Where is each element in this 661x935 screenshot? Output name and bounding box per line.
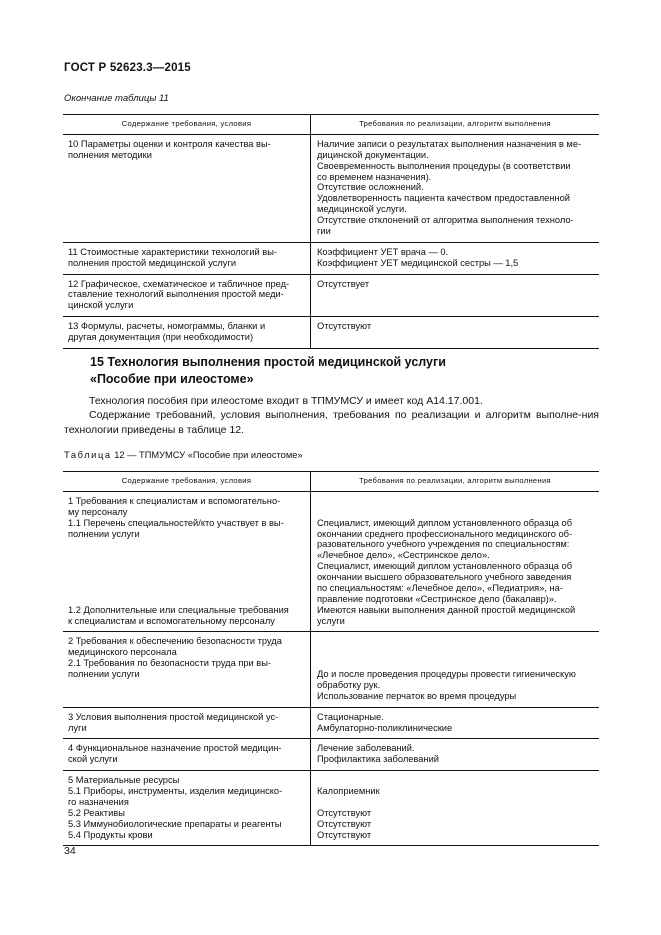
cell-line bbox=[68, 572, 304, 583]
algorithm-cell bbox=[311, 632, 600, 707]
cell-line: Отсутствуют bbox=[317, 829, 372, 840]
cell-line bbox=[317, 797, 594, 808]
table-row bbox=[63, 274, 599, 317]
section-title bbox=[90, 354, 446, 389]
table-row bbox=[63, 317, 599, 349]
cell-line: «Лечебное дело», «Сестринское дело». bbox=[317, 550, 490, 561]
section-title-line-1: 15 Технология выполнения простой медицинской услуги bbox=[90, 355, 446, 369]
cell-line bbox=[68, 539, 304, 550]
cell-line: услуги bbox=[317, 615, 345, 626]
table-row bbox=[63, 134, 599, 242]
algorithm-cell bbox=[311, 134, 600, 242]
algorithm-cell bbox=[311, 491, 600, 632]
column-header-requirement: Содержание требования, условия bbox=[63, 472, 311, 492]
requirement-cell bbox=[63, 739, 311, 771]
cell-line bbox=[317, 775, 594, 786]
cell-line: Отсутствие осложнений. bbox=[317, 182, 424, 193]
cell-line: окончании среднего профессионального медицинского об- bbox=[317, 528, 573, 539]
cell-line: Использование перчаток во время процедуры bbox=[317, 690, 517, 701]
table-row bbox=[63, 632, 599, 707]
cell-line bbox=[68, 550, 304, 561]
table-header-row bbox=[63, 472, 599, 492]
cell-line: 3 Условия выполнения простой медицинской ус- bbox=[68, 711, 279, 722]
cell-line: Отсутствуют bbox=[317, 818, 372, 829]
cell-line: го назначения bbox=[68, 796, 129, 807]
cell-line: Отсутствие отклонений от алгоритма выполнения техноло- bbox=[317, 215, 574, 225]
cell-line: Отсутствуют bbox=[317, 807, 372, 818]
cell-line bbox=[68, 680, 304, 691]
cell-line: полнения методики bbox=[68, 149, 152, 160]
cell-line: обработку рук. bbox=[317, 679, 381, 690]
cell-line: разовательного учебного учреждения по специальностям: bbox=[317, 539, 570, 550]
cell-line: 4 Функциональное назначение простой медицин- bbox=[68, 743, 282, 754]
requirement-cell bbox=[63, 134, 311, 242]
table-row bbox=[63, 242, 599, 274]
table-header-row bbox=[63, 115, 599, 135]
cell-line: Своевременность выполнения процедуры (в соответствии bbox=[317, 160, 571, 171]
cell-line: Коэффициент УЕТ медицинской сестры — 1,5 bbox=[317, 257, 519, 268]
requirement-cell bbox=[63, 242, 311, 274]
cell-line: 5.4 Продукты крови bbox=[68, 829, 153, 840]
cell-line: Специалист, имеющий диплом установленного образца об bbox=[317, 517, 573, 528]
cell-line bbox=[68, 594, 304, 605]
cell-line: дицинской документации. bbox=[317, 149, 429, 160]
cell-line: цинской услуги bbox=[68, 300, 134, 311]
requirement-cell bbox=[63, 771, 311, 846]
table-continuation-caption: Окончание таблицы 11 bbox=[64, 93, 169, 104]
cell-line: ской услуги bbox=[68, 754, 118, 765]
cell-line: 1 Требования к специалистам и вспомогательно- bbox=[68, 495, 281, 506]
cell-line: правление подготовки «Сестринское дело (бакалавр)». bbox=[317, 593, 557, 604]
cell-line bbox=[317, 496, 594, 507]
cell-line: гии bbox=[317, 225, 331, 236]
algorithm-cell bbox=[311, 739, 600, 771]
cell-line: к специалистам и вспомогательному персоналу bbox=[68, 615, 275, 626]
cell-line: полнении услуги bbox=[68, 528, 140, 539]
cell-line: Отсутствует bbox=[317, 278, 370, 289]
table-caption-word: Таблица bbox=[64, 450, 112, 460]
document-header: ГОСТ Р 52623.3—2015 bbox=[64, 62, 191, 74]
cell-line: луги bbox=[68, 722, 87, 733]
algorithm-cell bbox=[311, 707, 600, 739]
cell-line: 5.3 Иммунобиологические препараты и реагенты bbox=[68, 818, 282, 829]
cell-line: Амбулаторно-поликлинические bbox=[317, 722, 453, 733]
requirement-cell bbox=[63, 274, 311, 317]
table-11-body bbox=[63, 134, 599, 348]
table-12-caption bbox=[64, 450, 303, 460]
cell-line: медицинского персонала bbox=[68, 647, 177, 658]
cell-line bbox=[317, 647, 594, 658]
cell-line: До и после проведения процедуры провести гигиеническую bbox=[317, 669, 576, 679]
algorithm-cell bbox=[311, 317, 600, 349]
requirement-cell bbox=[63, 632, 311, 707]
cell-line: Профилактика заболеваний bbox=[317, 754, 439, 765]
requirement-cell bbox=[63, 317, 311, 349]
cell-line: 1.1 Перечень специальностей/кто участвует в вы- bbox=[68, 517, 284, 528]
cell-line: полнении услуги bbox=[68, 669, 140, 679]
cell-line bbox=[68, 561, 304, 572]
algorithm-cell bbox=[311, 242, 600, 274]
cell-line: Отсутствуют bbox=[317, 321, 372, 332]
cell-line: полнения простой медицинской услуги bbox=[68, 257, 237, 268]
cell-line: Наличие записи о результатах выполнения назначения в ме- bbox=[317, 138, 582, 149]
cell-line: 5.1 Приборы, инструменты, изделия медицинско- bbox=[68, 786, 283, 796]
cell-line: Стационарные. bbox=[317, 711, 384, 722]
table-12-body bbox=[63, 491, 599, 846]
cell-line: другая документация (при необходимости) bbox=[68, 332, 254, 342]
cell-line bbox=[317, 636, 594, 647]
cell-line: 11 Стоимостные характеристики технологий вы- bbox=[68, 246, 278, 257]
cell-line bbox=[68, 583, 304, 594]
table-12 bbox=[63, 471, 599, 846]
table-row bbox=[63, 491, 599, 632]
table-row bbox=[63, 739, 599, 771]
cell-line: 10 Параметры оценки и контроля качества вы- bbox=[68, 138, 271, 149]
cell-line bbox=[68, 691, 304, 702]
column-header-algorithm: Требования по реализации, алгоритм выполнения bbox=[311, 472, 600, 492]
cell-line: ставление технологий выполнения простой меди- bbox=[68, 289, 284, 300]
table-11 bbox=[63, 114, 599, 349]
cell-line: 1.2 Дополнительные или специальные требования bbox=[68, 604, 289, 615]
cell-line: Калоприемник bbox=[317, 786, 380, 796]
cell-line: 12 Графическое, схематическое и табличное пред- bbox=[68, 278, 290, 289]
cell-line: со временем назначения). bbox=[317, 171, 432, 182]
requirement-cell bbox=[63, 491, 311, 632]
cell-line: 5.2 Реактивы bbox=[68, 807, 125, 818]
cell-line: Удовлетворенность пациента качеством предоставленной bbox=[317, 193, 570, 204]
cell-line: окончании высшего образовательного учебного заведения bbox=[317, 572, 572, 582]
section-title-line-2: «Пособие при илеостоме» bbox=[90, 372, 254, 387]
cell-line: 2.1 Требования по безопасности труда при вы- bbox=[68, 658, 272, 669]
cell-line: Имеются навыки выполнения данной простой медицинской bbox=[317, 604, 576, 615]
cell-line: му персоналу bbox=[68, 506, 128, 517]
table-row bbox=[63, 707, 599, 739]
cell-line bbox=[317, 658, 594, 669]
cell-line: 13 Формулы, расчеты, номограммы, бланки и bbox=[68, 321, 266, 332]
cell-line: Лечение заболеваний. bbox=[317, 743, 415, 754]
cell-line bbox=[317, 507, 594, 518]
algorithm-cell bbox=[311, 771, 600, 846]
requirement-cell bbox=[63, 707, 311, 739]
paragraph-code: Технология пособия при илеостоме входит в ТПМУМСУ и имеет код А14.17.001. bbox=[89, 395, 483, 407]
cell-line: медицинской услуги. bbox=[317, 204, 407, 215]
paragraph-reference: Содержание требований, условия выполнения, требования по реализации и алгоритм выполне-ния технологии приведены в таблице 12. bbox=[64, 409, 599, 436]
page-number: 34 bbox=[64, 845, 76, 857]
cell-line: Коэффициент УЕТ врача — 0. bbox=[317, 246, 449, 257]
cell-line: 2 Требования к обеспечению безопасности труда bbox=[68, 636, 282, 647]
table-row bbox=[63, 771, 599, 846]
column-header-requirement: Содержание требования, условия bbox=[63, 115, 311, 135]
cell-line: по специальностям: «Лечебное дело», «Педиатрия», на- bbox=[317, 582, 563, 593]
cell-line: Специалист, имеющий диплом установленного образца об bbox=[317, 561, 573, 572]
column-header-algorithm: Требования по реализации, алгоритм выполнения bbox=[311, 115, 600, 135]
algorithm-cell bbox=[311, 274, 600, 317]
table-caption-title: 12 — ТПМУМСУ «Пособие при илеостоме» bbox=[111, 450, 303, 460]
cell-line: 5 Материальные ресурсы bbox=[68, 775, 180, 786]
